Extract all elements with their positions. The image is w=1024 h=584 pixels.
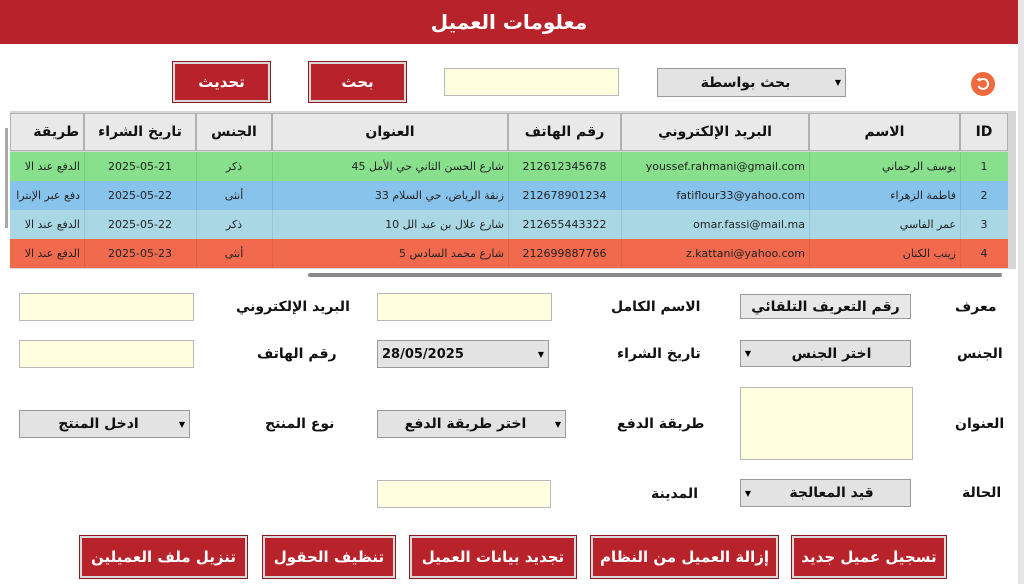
column-divider: [809, 152, 810, 181]
column-header-email[interactable]: البريد الإلكتروني: [621, 113, 809, 151]
column-divider: [621, 152, 622, 181]
cell-gender: أنثى: [224, 247, 244, 260]
column-divider: [621, 181, 622, 210]
column-divider: [508, 181, 509, 210]
id-label: معرف: [955, 299, 997, 315]
update-customer-button[interactable]: تجديد بيانات العميل: [410, 536, 576, 578]
gender-label: الجنس: [957, 346, 1003, 362]
product-select[interactable]: [19, 410, 190, 438]
status-value: قيد المعالجة: [789, 485, 874, 501]
column-divider: [272, 152, 273, 181]
cell-name: يوسف الرحماني: [881, 160, 956, 173]
search-button[interactable]: بحث: [309, 62, 406, 102]
purchase-date-label: تاريخ الشراء: [617, 346, 701, 362]
table-row[interactable]: [10, 210, 1008, 239]
id-field[interactable]: رقم التعريف التلقائي: [740, 294, 911, 319]
cell-address: شارع علال بن عبد الل 10: [385, 218, 504, 231]
remove-customer-button[interactable]: إزالة العميل من النظام: [591, 536, 778, 578]
column-divider: [508, 210, 509, 239]
product-value: ادخل المنتج: [58, 416, 139, 432]
column-header-payment[interactable]: طريقة: [10, 113, 84, 151]
payment-value: اختر طريقة الدفع: [404, 416, 527, 432]
payment-label: طريقة الدفع: [617, 416, 705, 432]
column-divider: [84, 210, 85, 239]
column-divider: [84, 239, 85, 268]
chevron-down-icon: ▼: [744, 488, 752, 498]
chevron-down-icon: ▼: [537, 349, 545, 359]
table-row-scrollbar[interactable]: [5, 128, 8, 228]
cell-phone: 212678901234: [522, 189, 607, 202]
column-divider: [960, 152, 961, 181]
column-divider: [84, 152, 85, 181]
chevron-down-icon: ▼: [178, 419, 186, 429]
column-header-phone[interactable]: رقم الهاتف: [508, 113, 621, 151]
clear-fields-button[interactable]: تنظيف الحقول: [263, 536, 395, 578]
cell-gender: ذكر: [225, 218, 243, 231]
column-header-address[interactable]: العنوان: [272, 113, 508, 151]
column-divider: [196, 152, 197, 181]
chevron-down-icon: ▼: [834, 78, 842, 87]
column-divider: [508, 239, 509, 268]
cell-payment: الدفع عند الا: [24, 218, 80, 231]
table-row[interactable]: [10, 239, 1008, 268]
window-edge: [1018, 0, 1024, 584]
email-input[interactable]: [19, 293, 194, 321]
column-divider: [960, 239, 961, 268]
payment-select[interactable]: [377, 410, 566, 438]
cell-id: 1: [980, 160, 988, 173]
search-by-value: بحث بواسطة: [700, 74, 791, 91]
cell-email: fatiflour33@yahoo.com: [676, 189, 805, 202]
cell-gender: ذكر: [225, 160, 243, 173]
purchase-date-picker[interactable]: [377, 340, 549, 368]
product-label: نوع المنتج: [265, 416, 335, 432]
cell-address: شارع محمد السادس 5: [399, 247, 504, 260]
cell-email: z.kattani@yahoo.com: [685, 247, 805, 260]
column-divider: [272, 210, 273, 239]
chevron-down-icon: ▼: [554, 419, 562, 429]
reset-icon[interactable]: [971, 72, 995, 96]
page-title: معلومات العميل: [430, 10, 588, 34]
fullname-input[interactable]: [377, 293, 552, 321]
column-divider: [196, 210, 197, 239]
cell-payment: الدفع عند الا: [24, 160, 80, 173]
table-row[interactable]: [10, 181, 1008, 210]
status-label: الحالة: [962, 485, 1002, 501]
search-input[interactable]: [444, 68, 619, 96]
column-header-name[interactable]: الاسم: [809, 113, 960, 151]
column-divider: [960, 181, 961, 210]
column-divider: [272, 181, 273, 210]
register-customer-button[interactable]: تسجيل عميل جديد: [792, 536, 946, 578]
cell-email: omar.fassi@mail.ma: [693, 218, 805, 231]
cell-gender: أنثى: [224, 189, 244, 202]
column-divider: [272, 239, 273, 268]
cell-id: 4: [980, 247, 988, 260]
cell-date: 2025-05-22: [108, 218, 172, 231]
address-textarea[interactable]: [740, 387, 913, 460]
cell-id: 2: [980, 189, 988, 202]
column-divider: [809, 239, 810, 268]
customers-table[interactable]: [10, 111, 1016, 269]
gender-value: اختر الجنس: [791, 345, 872, 362]
cell-date: 2025-05-22: [108, 189, 172, 202]
email-label: البريد الإلكتروني: [236, 299, 350, 315]
cell-payment: الدفع عند الا: [24, 247, 80, 260]
city-input[interactable]: [377, 480, 551, 508]
cell-phone: 212655443322: [522, 218, 607, 231]
cell-name: عمر الفاسي: [899, 218, 956, 231]
cell-date: 2025-05-21: [108, 160, 172, 173]
column-header-date[interactable]: تاريخ الشراء: [84, 113, 196, 151]
column-divider: [508, 152, 509, 181]
column-divider: [960, 210, 961, 239]
chevron-down-icon: ▼: [744, 349, 752, 358]
phone-input[interactable]: [19, 340, 194, 368]
table-row[interactable]: [10, 152, 1008, 181]
purchase-date-value: 28/05/2025: [382, 346, 464, 362]
cell-email: youssef.rahmani@gmail.com: [645, 160, 805, 173]
column-header-id[interactable]: ID: [960, 113, 1008, 151]
table-horizontal-scrollbar[interactable]: [308, 273, 1002, 277]
column-divider: [621, 239, 622, 268]
cell-phone: 212612345678: [522, 160, 607, 173]
cell-name: زينب الكتان: [902, 247, 956, 260]
window-title-bar: [0, 0, 1018, 44]
cell-date: 2025-05-23: [108, 247, 172, 260]
city-label: المدينة: [651, 486, 698, 502]
cell-phone: 212699887766: [522, 247, 607, 260]
phone-label: رقم الهاتف: [257, 346, 337, 362]
column-divider: [196, 239, 197, 268]
column-divider: [621, 210, 622, 239]
cell-payment: دفع عبر الإنترا: [16, 189, 80, 202]
cell-id: 3: [980, 218, 988, 231]
column-divider: [809, 181, 810, 210]
column-divider: [84, 181, 85, 210]
column-divider: [196, 181, 197, 210]
cell-address: شارع الحسن الثاني حي الأمل 45: [351, 160, 504, 173]
cell-address: زنقة الرياض، حي السلام 33: [374, 189, 504, 202]
address-label: العنوان: [955, 416, 1005, 432]
search-by-select[interactable]: [657, 68, 846, 97]
gender-select[interactable]: [740, 340, 911, 367]
download-file-button[interactable]: تنزيل ملف العميلين: [80, 536, 247, 578]
cell-name: فاطمة الزهراء: [890, 189, 956, 202]
status-select[interactable]: [740, 479, 911, 507]
refresh-button[interactable]: تحديث: [173, 62, 270, 102]
column-divider: [809, 210, 810, 239]
fullname-label: الاسم الكامل: [611, 299, 701, 315]
column-header-gender[interactable]: الجنس: [196, 113, 272, 151]
